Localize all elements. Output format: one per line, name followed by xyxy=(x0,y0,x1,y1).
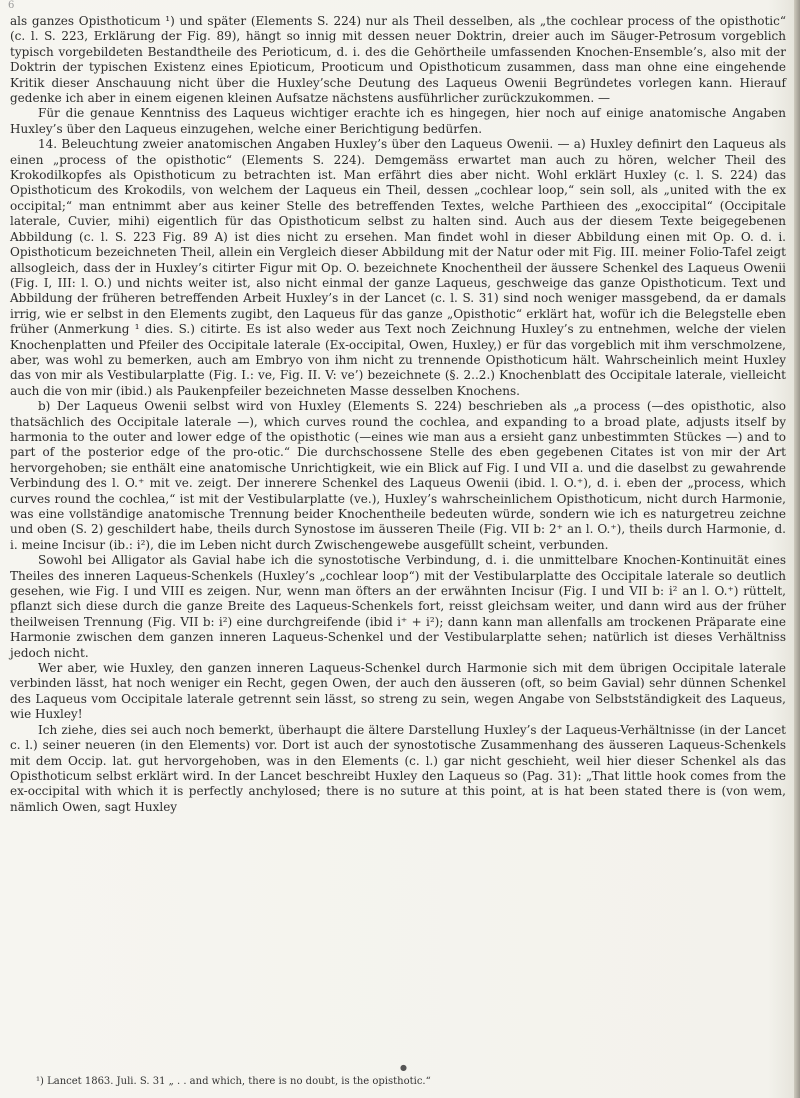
page-number: 6 xyxy=(8,0,15,11)
paragraph-intro: als ganzes Opisthoticum ¹) und später (Elements S. 224) nur als Theil desselben, als „the cochlear process of the opisthotic“ (c. l. S. 223, Erklärung der Fig. 89), hängt so innig mit dessen neuer Doktrin, dreier auch im Säuger-Petrosum vorgeblich typisch vorgebildeten Bestandtheile des Perioticum, d. i. des die Gehörtheile umfassenden Knochen-Ensemble’s, also mit der Doktrin der typischen Existenz eines Epioticum, Prooticum und Opisthoticum zusammen, dass man ohne eine eingehende Kritik dieser Anschauung nicht über die Huxley’sche Deutung des Laqueus Owenii Begründetes vorlegen kann. Hierauf gedenke ich aber in einem eigenen kleinen Aufsatze nächstens ausführlicher zurückzukommen. — xyxy=(10,14,786,106)
paragraph-laqueus-note: Für die genaue Kenntniss des Laqueus wichtiger erachte ich es hingegen, hier noch auf einige anatomische Angaben Huxley’s über den Laqueus einzugehen, welche einer Berichtigung bedürfen. xyxy=(10,106,786,136)
paragraph-section-14b: b) Der Laqueus Owenii selbst wird von Huxley (Elements S. 224) beschrieben als „a process (—des opisthotic, also thatsächlich des Occipitale laterale —), which curves round the cochlea, and expanding to a broad plate, adjusts itself by harmonia to the outer and lower edge of the opisthotic (—eines wie man aus a ersieht ganz unbestimmten Stückes —) and to part of the posterior edge of the pro-otic.“ Die durchschossene Stelle des eben gegebenen Citates ist von mir der Art hervorgehoben; sie enthält eine anatomische Unrichtigkeit, wie ein Blick auf Fig. I und VII a. und die daselbst zu gewahrende Verbindung des l. O.⁺ mit ve. zeigt. Der innerere Schenkel des Laqueus Owenii (ibid. l. O.⁺), d. i. eben der „process, which curves round the cochlea,“ ist mit der Vestibularplatte (ve.), Huxley’s wahrscheinlichem Opisthoticum, nicht durch Harmonie, was eine vollständige anatomische Trennung beider Knochentheile bedeuten würde, sondern wie ich es naturgetreu zeichne und oben (S. 2) geschildert habe, theils durch Synostose im äusseren Theile (Fig. VII b: 2⁺ an l. O.⁺), theils durch Harmonie, d. i. meine Incisur (ib.: i²), die im Leben nicht durch Zwischengewebe ausgefüllt scheint, verbunden. xyxy=(10,399,786,552)
page-edge-shadow xyxy=(794,0,800,1098)
paragraph-synostosis: Sowohl bei Alligator als Gavial habe ich die synostotische Verbindung, d. i. die unmittelbare Knochen-Kontinuität eines Theiles des inneren Laqueus-Schenkels (Huxley’s „cochlear loop“) mit der Vestibularplatte des Occipitale laterale so deutlich gesehen, wie Fig. I und VIII es zeigen. Nur, wenn man öfters an der erwähnten Incisur (Fig. I und VII b: i² an l. O.⁺) rüttelt, pflanzt sich diese durch die ganze Breite des Laqueus-Schenkels fort, reisst gleichsam weiter, und dann wird aus der früher theilweisen Trennung (Fig. VII b: i²) eine durchgreifende (ibid i⁺ + i²); dann kann man allenfalls am trockenen Präparate eine Harmonie zwischen dem ganzen inneren Laqueus-Schenkel und der Vestibularplatte sehen; natürlich ist dieses Verhältniss jedoch nicht. xyxy=(10,553,786,660)
paragraph-lancet: Ich ziehe, dies sei auch noch bemerkt, überhaupt die ältere Darstellung Huxley’s der Laqueus-Verhältnisse (in der Lancet c. l.) seiner neueren (in den Elements) vor. Dort ist auch der synostotische Zusammenhang des äusseren Laqueus-Schenkels mit dem Occip. lat. gut hervorgehoben, was in den Elements (c. l.) gar nicht geschieht, weil hier dieser Schenkel als das Opisthoticum selbst erklärt wird. In der Lancet beschreibt Huxley den Laqueus so (Pag. 31): „That little hook comes from the ex-occipital with which it is perfectly anchylosed; there is no suture at this point, at is hat been stated there is (von wem, nämlich Owen, sagt Huxley xyxy=(10,722,786,814)
paragraph-section-14a: 14. Beleuchtung zweier anatomischen Angaben Huxley’s über den Laqueus Owenii. — a) Huxley definirt den Laqueus als einen „process of the opisthotic“ (Elements S. 224). Demgemäss erwartet man auch zu hören, welcher Theil des Krokodilkopfes als Opisthoticum zu betrachten ist. Man erfährt dies aber nicht. Wohl erklärt Huxley (c. l. S. 224) das Opisthoticum des Krokodils, von welchem der Laqueus ein Theil, dessen „cochlear loop,“ sein soll, als „united with the ex occipital;“ man entnimmt aber aus keiner Stelle des betreffenden Textes, welche Parthieen des „exoccipital“ (Occipitale laterale, Cuvier, mihi) eigentlich für das Opisthoticum selbst zu halten sind. Auch aus der diesem Texte beigegebenen Abbildung (c. l. S. 223 Fig. 89 A) ist dies nicht zu ersehen. Man findet wohl in dieser Abbildung einen mit Op. O. d. i. Opisthoticum bezeichneten Theil, allein ein Vergleich dieser Abbildung mit der Natur oder mit Fig. III. meiner Folio-Tafel zeigt allsogleich, dass der in Huxley’s citirter Figur mit Op. O. bezeichnete Knochentheil der äussere Schenkel des Laqueus Owenii (Fig. I, III: l. O.) und nichts weiter ist, also nicht einmal der ganze Laqueus, geschweige das ganze Opisthoticum. Text und Abbildung der früheren betreffenden Arbeit Huxley’s in der Lancet (c. l. S. 31) sind noch weniger massgebend, da er damals irrig, wie er selbst in den Elements zugibt, den Laqueus für das ganze „Opisthotic“ erklärt hat, wofür ich die Belegstelle eben früher (Anmerkung ¹ dies. S.) citirte. Es ist also weder aus Text noch Zeichnung Huxley’s zu entnehmen, welche der vielen Knochenplatten und Pfeiler des Occipitale laterale (Ex-occipital, Owen, Huxley,) er für das vorgeblich mit ihm verschmolzene, aber, was wohl zu bemerken, auch am Embryo von ihm nicht zu trennende Opisthoticum hält. Wahrscheinlich meint Huxley das von mir als Vestibularplatte (Fig. I.: ve, Fig. II. V: ve’) bezeichnete (§. 2..2.) Knochenblatt des Occipitale laterale, vielleicht auch die von mir (ibid.) als Paukenpfeiler bezeichneten Masse desselben Knochens. xyxy=(10,137,786,398)
footnote: ¹) Lancet 1863. Juli. S. 31 „ . . and which, there is no doubt, is the opisthotic.“ xyxy=(36,1076,431,1087)
paragraph-owen-critique: Wer aber, wie Huxley, den ganzen inneren Laqueus-Schenkel durch Harmonie sich mit dem übrigen Occipitale laterale verbinden lässt, hat noch weniger ein Recht, gegen Owen, der auch den äusseren (oft, so beim Gavial) sehr dünnen Schenkel des Laqueus vom Occipitale laterale getrennt sein lässt, so streng zu sein, wegen Angabe von Selbstständigkeit des Laqueus, wie Huxley! xyxy=(10,661,786,722)
footnote-marker: ● xyxy=(400,1063,407,1072)
